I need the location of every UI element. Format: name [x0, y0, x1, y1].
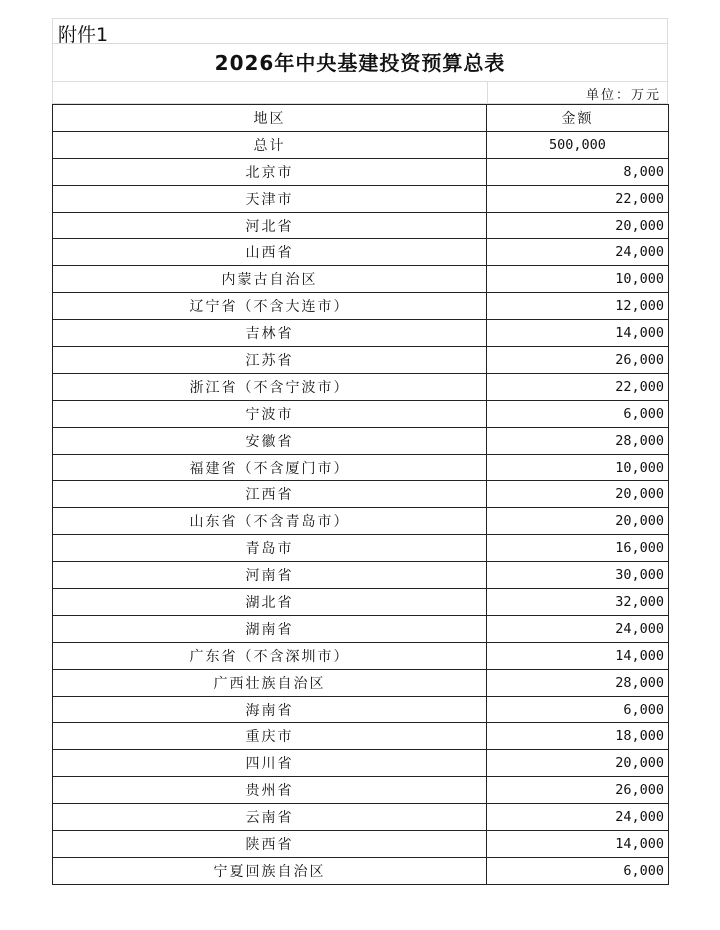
amount-cell[interactable]: 30,000	[487, 562, 669, 589]
page-title: 2026年中央基建投资预算总表	[214, 51, 506, 75]
region-cell[interactable]: 重庆市	[53, 723, 487, 750]
region-cell[interactable]: 安徽省	[53, 427, 487, 454]
region-cell[interactable]: 江西省	[53, 481, 487, 508]
region-cell[interactable]: 辽宁省（不含大连市）	[53, 293, 487, 320]
region-cell[interactable]: 湖北省	[53, 589, 487, 616]
amount-cell[interactable]: 32,000	[487, 589, 669, 616]
amount-cell[interactable]: 28,000	[487, 427, 669, 454]
unit-row-divider	[487, 82, 488, 103]
table-row	[53, 562, 669, 589]
amount-cell[interactable]: 28,000	[487, 669, 669, 696]
total-amount[interactable]: 500,000	[487, 131, 669, 158]
table-row	[53, 750, 669, 777]
table-body	[53, 131, 669, 884]
amount-cell[interactable]: 8,000	[487, 158, 669, 185]
table-row	[53, 185, 669, 212]
amount-cell[interactable]: 24,000	[487, 615, 669, 642]
table-row	[53, 293, 669, 320]
amount-cell[interactable]: 26,000	[487, 777, 669, 804]
amount-cell[interactable]: 22,000	[487, 185, 669, 212]
amount-cell[interactable]: 22,000	[487, 373, 669, 400]
amount-cell[interactable]: 10,000	[487, 266, 669, 293]
header-region[interactable]: 地区	[53, 105, 487, 132]
amount-cell[interactable]: 24,000	[487, 804, 669, 831]
table-row	[53, 777, 669, 804]
table-row	[53, 481, 669, 508]
amount-cell[interactable]: 6,000	[487, 696, 669, 723]
table-row	[53, 239, 669, 266]
region-cell[interactable]: 吉林省	[53, 320, 487, 347]
table-row	[53, 831, 669, 858]
region-cell[interactable]: 福建省（不含厦门市）	[53, 454, 487, 481]
table-row	[53, 615, 669, 642]
region-cell[interactable]: 河北省	[53, 212, 487, 239]
region-cell[interactable]: 河南省	[53, 562, 487, 589]
region-cell[interactable]: 广东省（不含深圳市）	[53, 642, 487, 669]
region-cell[interactable]: 内蒙古自治区	[53, 266, 487, 293]
region-cell[interactable]: 天津市	[53, 185, 487, 212]
table-row	[53, 696, 669, 723]
budget-table	[52, 104, 669, 885]
region-cell[interactable]: 山东省（不含青岛市）	[53, 508, 487, 535]
table-row	[53, 535, 669, 562]
table-row	[53, 400, 669, 427]
region-cell[interactable]: 湖南省	[53, 615, 487, 642]
region-cell[interactable]: 宁波市	[53, 400, 487, 427]
amount-cell[interactable]: 20,000	[487, 508, 669, 535]
amount-cell[interactable]: 14,000	[487, 642, 669, 669]
region-cell[interactable]: 北京市	[53, 158, 487, 185]
region-cell[interactable]: 云南省	[53, 804, 487, 831]
table-row	[53, 427, 669, 454]
amount-cell[interactable]: 6,000	[487, 400, 669, 427]
spreadsheet-sheet	[52, 18, 668, 885]
attachment-row	[52, 18, 668, 44]
amount-cell[interactable]: 14,000	[487, 320, 669, 347]
amount-cell[interactable]: 10,000	[487, 454, 669, 481]
table-row	[53, 723, 669, 750]
attachment-label: 附件1	[58, 24, 109, 46]
table-row	[53, 212, 669, 239]
region-cell[interactable]: 贵州省	[53, 777, 487, 804]
region-cell[interactable]: 四川省	[53, 750, 487, 777]
total-label[interactable]: 总计	[53, 131, 487, 158]
table-row	[53, 857, 669, 884]
amount-cell[interactable]: 20,000	[487, 750, 669, 777]
region-cell[interactable]: 陕西省	[53, 831, 487, 858]
amount-cell[interactable]: 20,000	[487, 481, 669, 508]
table-row	[53, 454, 669, 481]
amount-cell[interactable]: 12,000	[487, 293, 669, 320]
amount-cell[interactable]: 26,000	[487, 347, 669, 374]
total-row	[53, 131, 669, 158]
table-row	[53, 320, 669, 347]
title-row	[52, 44, 668, 82]
region-cell[interactable]: 广西壮族自治区	[53, 669, 487, 696]
table-row	[53, 804, 669, 831]
region-cell[interactable]: 江苏省	[53, 347, 487, 374]
table-header-row	[53, 105, 669, 132]
region-cell[interactable]: 青岛市	[53, 535, 487, 562]
amount-cell[interactable]: 20,000	[487, 212, 669, 239]
header-amount[interactable]: 金额	[487, 105, 669, 132]
table-row	[53, 373, 669, 400]
amount-cell[interactable]: 18,000	[487, 723, 669, 750]
table-row	[53, 589, 669, 616]
amount-cell[interactable]: 24,000	[487, 239, 669, 266]
amount-cell[interactable]: 6,000	[487, 857, 669, 884]
amount-cell[interactable]: 16,000	[487, 535, 669, 562]
region-cell[interactable]: 宁夏回族自治区	[53, 857, 487, 884]
table-row	[53, 508, 669, 535]
unit-row	[52, 82, 668, 104]
region-cell[interactable]: 海南省	[53, 696, 487, 723]
table-row	[53, 642, 669, 669]
table-row	[53, 266, 669, 293]
unit-label: 单位：万元	[585, 88, 661, 103]
table-row	[53, 347, 669, 374]
table-row	[53, 669, 669, 696]
amount-cell[interactable]: 14,000	[487, 831, 669, 858]
region-cell[interactable]: 山西省	[53, 239, 487, 266]
table-row	[53, 158, 669, 185]
region-cell[interactable]: 浙江省（不含宁波市）	[53, 373, 487, 400]
